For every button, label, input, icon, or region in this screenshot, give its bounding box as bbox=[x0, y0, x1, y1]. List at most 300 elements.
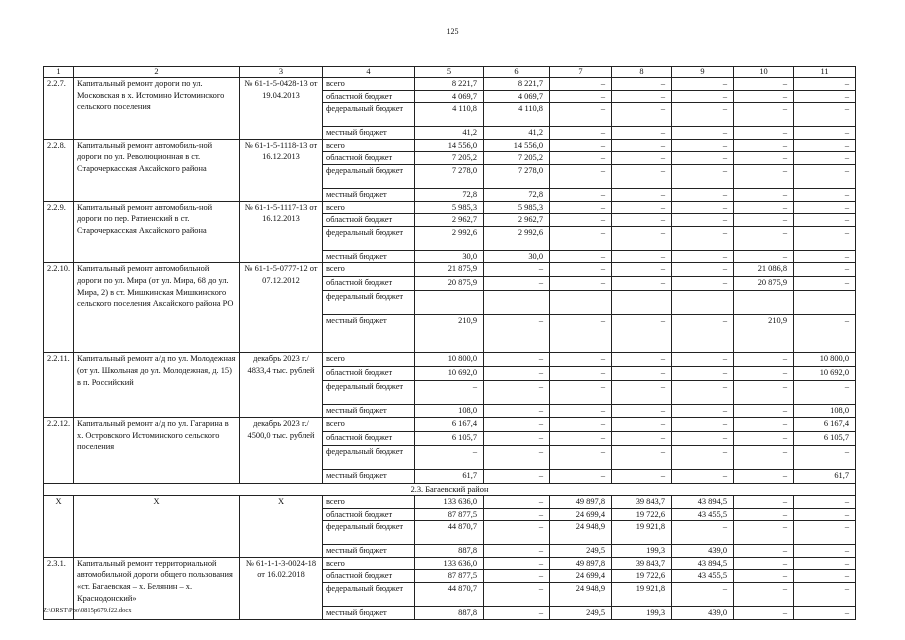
budget-value: 39 843,7 bbox=[612, 495, 672, 508]
budget-value: 24 948,9 bbox=[550, 521, 612, 545]
budget-value: – bbox=[672, 315, 734, 353]
budget-value: – bbox=[484, 445, 550, 469]
budget-value: 44 870,7 bbox=[415, 582, 484, 606]
budget-value: 8 221,7 bbox=[415, 78, 484, 91]
budget-value: – bbox=[794, 315, 856, 353]
budget-value: – bbox=[794, 495, 856, 508]
budget-value: 61,7 bbox=[794, 469, 856, 483]
budget-value: 6 167,4 bbox=[794, 417, 856, 431]
budget-value: – bbox=[484, 495, 550, 508]
budget-value: – bbox=[794, 277, 856, 291]
table-row bbox=[44, 78, 856, 91]
budget-value: – bbox=[550, 277, 612, 291]
budget-value: 6 105,7 bbox=[415, 431, 484, 445]
item-document: № 61-1-5-0428-13 от 19.04.2013 bbox=[240, 78, 323, 140]
budget-value: – bbox=[794, 90, 856, 103]
column-number: 11 bbox=[794, 67, 856, 78]
budget-value: – bbox=[484, 431, 550, 445]
budget-value: 49 897,8 bbox=[550, 557, 612, 570]
budget-value: – bbox=[672, 152, 734, 165]
budget-value: – bbox=[794, 139, 856, 152]
item-number: 2.3.1. bbox=[44, 557, 74, 619]
budget-value: – bbox=[794, 127, 856, 140]
budget-source-label: местный бюджет bbox=[323, 188, 415, 201]
budget-value: 210,9 bbox=[415, 315, 484, 353]
budget-value: 14 556,0 bbox=[415, 139, 484, 152]
budget-source-label: федеральный бюджет bbox=[323, 103, 415, 127]
budget-value: – bbox=[794, 521, 856, 545]
budget-value: – bbox=[612, 367, 672, 381]
budget-value: 5 985,3 bbox=[484, 201, 550, 214]
column-number: 3 bbox=[240, 67, 323, 78]
budget-value: – bbox=[672, 188, 734, 201]
budget-value: – bbox=[550, 405, 612, 418]
budget-source-label: областной бюджет bbox=[323, 570, 415, 583]
budget-value: 24 948,9 bbox=[550, 582, 612, 606]
budget-value: – bbox=[612, 353, 672, 367]
budget-value: – bbox=[550, 226, 612, 250]
budget-value: 39 843,7 bbox=[612, 557, 672, 570]
item-document: декабрь 2023 г./ 4500,0 тыс. рублей bbox=[240, 417, 323, 483]
budget-value: – bbox=[672, 127, 734, 140]
budget-value: – bbox=[734, 367, 794, 381]
budget-source-label: местный бюджет bbox=[323, 606, 415, 619]
budget-value: – bbox=[550, 103, 612, 127]
budget-value: 439,0 bbox=[672, 545, 734, 558]
budget-value: – bbox=[734, 164, 794, 188]
budget-value: – bbox=[672, 78, 734, 91]
budget-value: 21 875,9 bbox=[415, 263, 484, 277]
budget-value: – bbox=[794, 164, 856, 188]
budget-value: 10 800,0 bbox=[794, 353, 856, 367]
budget-value: 19 722,6 bbox=[612, 508, 672, 521]
budget-value: 4 069,7 bbox=[484, 90, 550, 103]
budget-table bbox=[43, 66, 856, 620]
budget-value: – bbox=[794, 214, 856, 227]
budget-value: – bbox=[550, 263, 612, 277]
budget-value: – bbox=[612, 201, 672, 214]
budget-value: 43 894,5 bbox=[672, 557, 734, 570]
budget-value: – bbox=[734, 214, 794, 227]
budget-value: – bbox=[672, 405, 734, 418]
item-name: Капитальный ремонт автомобильной дороги по ул. Мира (от ул. Мира, 68 до ул. Мира, 2) в ст. Мишкинская Мишкинского сельского поселения Аксайского района РО bbox=[74, 263, 240, 353]
budget-value: – bbox=[794, 545, 856, 558]
budget-source-label: областной бюджет bbox=[323, 90, 415, 103]
budget-value: – bbox=[672, 214, 734, 227]
total-marker: Х bbox=[74, 495, 240, 557]
budget-value: – bbox=[794, 188, 856, 201]
budget-value bbox=[794, 291, 856, 315]
budget-value: – bbox=[734, 508, 794, 521]
budget-value: – bbox=[484, 545, 550, 558]
budget-source-label: федеральный бюджет bbox=[323, 381, 415, 405]
item-number: 2.2.12. bbox=[44, 417, 74, 483]
budget-value: 87 877,5 bbox=[415, 570, 484, 583]
budget-value: – bbox=[672, 263, 734, 277]
budget-value: – bbox=[794, 606, 856, 619]
budget-value: – bbox=[734, 188, 794, 201]
item-name: Капитальный ремонт а/д по ул. Гагарина в х. Островского Истоминского сельского поселения bbox=[74, 417, 240, 483]
budget-value: – bbox=[612, 250, 672, 263]
budget-value: 199,3 bbox=[612, 606, 672, 619]
budget-value: 19 722,6 bbox=[612, 570, 672, 583]
budget-value: 20 875,9 bbox=[734, 277, 794, 291]
column-number: 2 bbox=[74, 67, 240, 78]
budget-value: – bbox=[612, 431, 672, 445]
file-path-footer: Z:\ORST\Ppo\0815p679.f22.docx bbox=[43, 607, 132, 614]
budget-value: 7 278,0 bbox=[415, 164, 484, 188]
budget-value: – bbox=[550, 139, 612, 152]
budget-source-label: областной бюджет bbox=[323, 214, 415, 227]
budget-value: 2 962,7 bbox=[415, 214, 484, 227]
budget-value: – bbox=[734, 152, 794, 165]
column-number: 6 bbox=[484, 67, 550, 78]
budget-value: – bbox=[794, 557, 856, 570]
budget-value: – bbox=[612, 90, 672, 103]
budget-value: – bbox=[612, 405, 672, 418]
budget-source-label: областной бюджет bbox=[323, 152, 415, 165]
column-number: 10 bbox=[734, 67, 794, 78]
budget-source-label: местный бюджет bbox=[323, 545, 415, 558]
table-row bbox=[44, 417, 856, 431]
budget-value: – bbox=[794, 570, 856, 583]
budget-value: 133 636,0 bbox=[415, 495, 484, 508]
budget-value: – bbox=[734, 226, 794, 250]
budget-value: 41,2 bbox=[415, 127, 484, 140]
budget-value: – bbox=[484, 557, 550, 570]
budget-value: – bbox=[612, 277, 672, 291]
budget-value: – bbox=[672, 353, 734, 367]
table-row bbox=[44, 557, 856, 570]
budget-value: 61,7 bbox=[415, 469, 484, 483]
budget-value: – bbox=[612, 139, 672, 152]
budget-value: – bbox=[612, 315, 672, 353]
budget-value: 72,8 bbox=[484, 188, 550, 201]
budget-value: – bbox=[794, 226, 856, 250]
budget-value: 249,5 bbox=[550, 545, 612, 558]
column-number: 5 bbox=[415, 67, 484, 78]
budget-value: – bbox=[484, 508, 550, 521]
total-marker: Х bbox=[44, 495, 74, 557]
budget-value: 439,0 bbox=[672, 606, 734, 619]
budget-value: 7 205,2 bbox=[415, 152, 484, 165]
budget-value: – bbox=[484, 315, 550, 353]
budget-value: – bbox=[734, 127, 794, 140]
budget-value bbox=[672, 291, 734, 315]
item-document: № 61-1-5-1118-13 от 16.12.2013 bbox=[240, 139, 323, 201]
budget-value: – bbox=[794, 201, 856, 214]
budget-value: – bbox=[484, 606, 550, 619]
budget-value: 210,9 bbox=[734, 315, 794, 353]
budget-value: 108,0 bbox=[794, 405, 856, 418]
budget-source-label: всего bbox=[323, 78, 415, 91]
budget-value: – bbox=[550, 78, 612, 91]
budget-value: 41,2 bbox=[484, 127, 550, 140]
budget-value: – bbox=[484, 263, 550, 277]
budget-value: – bbox=[734, 250, 794, 263]
column-number: 8 bbox=[612, 67, 672, 78]
budget-value: 10 800,0 bbox=[415, 353, 484, 367]
budget-value: – bbox=[550, 469, 612, 483]
budget-value: 4 110,8 bbox=[415, 103, 484, 127]
budget-value: – bbox=[612, 469, 672, 483]
budget-value: – bbox=[612, 152, 672, 165]
budget-value: – bbox=[484, 582, 550, 606]
section-title-row bbox=[44, 483, 856, 495]
table-row bbox=[44, 495, 856, 508]
budget-source-label: областной бюджет bbox=[323, 367, 415, 381]
budget-value: – bbox=[672, 367, 734, 381]
budget-value bbox=[550, 291, 612, 315]
budget-value: – bbox=[550, 367, 612, 381]
budget-value: – bbox=[672, 139, 734, 152]
budget-value: – bbox=[612, 214, 672, 227]
budget-value: – bbox=[734, 405, 794, 418]
budget-source-label: федеральный бюджет bbox=[323, 445, 415, 469]
budget-value: – bbox=[550, 431, 612, 445]
budget-value: – bbox=[550, 127, 612, 140]
budget-source-label: федеральный бюджет bbox=[323, 582, 415, 606]
item-name: Капитальный ремонт автомобиль-ной дороги по пер. Ратиенский в ст. Старочеркасская Аксайского района bbox=[74, 201, 240, 263]
budget-source-label: всего bbox=[323, 353, 415, 367]
budget-value: 10 692,0 bbox=[415, 367, 484, 381]
budget-source-label: всего bbox=[323, 201, 415, 214]
item-name: Капитальный ремонт а/д по ул. Молодежная (от ул. Школьная до ул. Молодежная, д. 15) в п. Российский bbox=[74, 353, 240, 418]
budget-source-label: областной бюджет bbox=[323, 431, 415, 445]
budget-value: – bbox=[550, 353, 612, 367]
budget-value: 30,0 bbox=[484, 250, 550, 263]
budget-value: – bbox=[734, 417, 794, 431]
budget-value: – bbox=[672, 469, 734, 483]
budget-value: – bbox=[672, 250, 734, 263]
budget-value: 199,3 bbox=[612, 545, 672, 558]
budget-value: – bbox=[550, 152, 612, 165]
budget-value: 4 069,7 bbox=[415, 90, 484, 103]
budget-value: – bbox=[794, 103, 856, 127]
budget-value: – bbox=[672, 164, 734, 188]
item-number: 2.2.10. bbox=[44, 263, 74, 353]
budget-value: – bbox=[672, 103, 734, 127]
budget-source-label: всего bbox=[323, 495, 415, 508]
budget-value: – bbox=[794, 152, 856, 165]
budget-value: – bbox=[550, 445, 612, 469]
budget-source-label: местный бюджет bbox=[323, 127, 415, 140]
budget-value: – bbox=[672, 90, 734, 103]
budget-value: – bbox=[672, 201, 734, 214]
budget-value: – bbox=[550, 315, 612, 353]
budget-value: 7 278,0 bbox=[484, 164, 550, 188]
budget-value: – bbox=[734, 201, 794, 214]
budget-value: – bbox=[612, 127, 672, 140]
budget-value: – bbox=[672, 277, 734, 291]
budget-value: – bbox=[672, 431, 734, 445]
budget-value: – bbox=[794, 78, 856, 91]
budget-value: – bbox=[672, 582, 734, 606]
budget-value: 6 167,4 bbox=[415, 417, 484, 431]
budget-value: 72,8 bbox=[415, 188, 484, 201]
column-number: 7 bbox=[550, 67, 612, 78]
budget-value: – bbox=[550, 214, 612, 227]
item-number: 2.2.9. bbox=[44, 201, 74, 263]
budget-source-label: всего bbox=[323, 557, 415, 570]
budget-source-label: всего bbox=[323, 139, 415, 152]
budget-value: 2 992,6 bbox=[484, 226, 550, 250]
budget-value: – bbox=[550, 417, 612, 431]
column-number: 1 bbox=[44, 67, 74, 78]
budget-value: – bbox=[550, 188, 612, 201]
budget-source-label: местный бюджет bbox=[323, 469, 415, 483]
budget-value: – bbox=[612, 78, 672, 91]
budget-value: 14 556,0 bbox=[484, 139, 550, 152]
budget-value: – bbox=[794, 381, 856, 405]
item-name: Капитальный ремонт дороги по ул. Московская в х. Истомино Истоминского сельского поселения bbox=[74, 78, 240, 140]
budget-value: 24 699,4 bbox=[550, 570, 612, 583]
budget-value bbox=[612, 291, 672, 315]
budget-value: – bbox=[672, 521, 734, 545]
budget-value: – bbox=[672, 445, 734, 469]
budget-value: 133 636,0 bbox=[415, 557, 484, 570]
budget-value: 6 105,7 bbox=[794, 431, 856, 445]
budget-value: – bbox=[734, 103, 794, 127]
budget-value: – bbox=[794, 445, 856, 469]
item-name: Капитальный ремонт автомобиль-ной дороги по ул. Революционная в ст. Старочеркасская Аксайского района bbox=[74, 139, 240, 201]
budget-value: 20 875,9 bbox=[415, 277, 484, 291]
budget-value: – bbox=[734, 495, 794, 508]
budget-value: – bbox=[415, 381, 484, 405]
item-document: декабрь 2023 г./ 4833,4 тыс. рублей bbox=[240, 353, 323, 418]
budget-value: – bbox=[734, 78, 794, 91]
budget-value: 2 992,6 bbox=[415, 226, 484, 250]
budget-value: – bbox=[672, 381, 734, 405]
budget-value: – bbox=[734, 545, 794, 558]
budget-value bbox=[484, 291, 550, 315]
budget-source-label: всего bbox=[323, 417, 415, 431]
budget-value: – bbox=[734, 90, 794, 103]
budget-value bbox=[734, 291, 794, 315]
budget-value: – bbox=[672, 417, 734, 431]
section-title: 2.3. Багаевский район bbox=[44, 483, 856, 495]
budget-value: – bbox=[734, 606, 794, 619]
budget-source-label: местный бюджет bbox=[323, 315, 415, 353]
item-number: 2.2.7. bbox=[44, 78, 74, 140]
budget-value: – bbox=[484, 521, 550, 545]
budget-source-label: областной бюджет bbox=[323, 508, 415, 521]
budget-value: – bbox=[612, 103, 672, 127]
budget-value: – bbox=[612, 417, 672, 431]
budget-value: 43 894,5 bbox=[672, 495, 734, 508]
item-number: 2.2.8. bbox=[44, 139, 74, 201]
budget-value: – bbox=[612, 381, 672, 405]
budget-value: 44 870,7 bbox=[415, 521, 484, 545]
budget-value: – bbox=[484, 381, 550, 405]
item-name: Капитальный ремонт территориальной автомобильной дороги общего пользования «ст. Багаевская – х. Белянин – х. Краснодонский» bbox=[74, 557, 240, 619]
budget-value: 30,0 bbox=[415, 250, 484, 263]
table-row bbox=[44, 139, 856, 152]
budget-value: 49 897,8 bbox=[550, 495, 612, 508]
budget-value: – bbox=[612, 445, 672, 469]
budget-value: – bbox=[484, 405, 550, 418]
item-document: № 61-1-5-1117-13 от 16.12.2013 bbox=[240, 201, 323, 263]
budget-value: 249,5 bbox=[550, 606, 612, 619]
budget-value: – bbox=[734, 469, 794, 483]
budget-value: – bbox=[734, 570, 794, 583]
budget-value: 887,8 bbox=[415, 545, 484, 558]
budget-value: 108,0 bbox=[415, 405, 484, 418]
total-marker: Х bbox=[240, 495, 323, 557]
budget-value: – bbox=[734, 381, 794, 405]
item-document: № 61-1-5-0777-12 от 07.12.2012 bbox=[240, 263, 323, 353]
budget-value: 87 877,5 bbox=[415, 508, 484, 521]
budget-value: – bbox=[734, 139, 794, 152]
budget-value: – bbox=[415, 445, 484, 469]
budget-value: – bbox=[550, 201, 612, 214]
budget-value: – bbox=[734, 431, 794, 445]
budget-value: – bbox=[612, 164, 672, 188]
budget-value: – bbox=[484, 367, 550, 381]
budget-value: – bbox=[734, 445, 794, 469]
budget-value: – bbox=[794, 508, 856, 521]
budget-value: – bbox=[734, 557, 794, 570]
budget-source-label: местный бюджет bbox=[323, 405, 415, 418]
budget-value: – bbox=[612, 263, 672, 277]
budget-value: 43 455,5 bbox=[672, 570, 734, 583]
budget-value: – bbox=[794, 250, 856, 263]
table-row bbox=[44, 263, 856, 277]
budget-source-label: всего bbox=[323, 263, 415, 277]
budget-value: – bbox=[550, 90, 612, 103]
item-number: 2.2.11. bbox=[44, 353, 74, 418]
budget-value: – bbox=[612, 188, 672, 201]
budget-value: – bbox=[550, 381, 612, 405]
budget-value: – bbox=[734, 582, 794, 606]
budget-value: 24 699,4 bbox=[550, 508, 612, 521]
budget-value: – bbox=[484, 469, 550, 483]
budget-value: – bbox=[484, 277, 550, 291]
column-number: 9 bbox=[672, 67, 734, 78]
budget-value: 21 086,8 bbox=[734, 263, 794, 277]
column-number: 4 bbox=[323, 67, 415, 78]
table-row bbox=[44, 353, 856, 367]
budget-value: – bbox=[794, 263, 856, 277]
budget-value: – bbox=[672, 226, 734, 250]
budget-source-label: федеральный бюджет bbox=[323, 164, 415, 188]
budget-value: – bbox=[484, 570, 550, 583]
budget-source-label: федеральный бюджет bbox=[323, 226, 415, 250]
budget-source-label: федеральный бюджет bbox=[323, 291, 415, 315]
budget-value: – bbox=[734, 521, 794, 545]
budget-value: 19 921,8 bbox=[612, 582, 672, 606]
budget-value: – bbox=[484, 417, 550, 431]
item-document: № 61-1-1-3-0024-18 от 16.02.2018 bbox=[240, 557, 323, 619]
page-number: 125 bbox=[446, 27, 459, 36]
budget-source-label: местный бюджет bbox=[323, 250, 415, 263]
budget-source-label: областной бюджет bbox=[323, 277, 415, 291]
budget-value: – bbox=[612, 226, 672, 250]
budget-value: 10 692,0 bbox=[794, 367, 856, 381]
budget-value: 2 962,7 bbox=[484, 214, 550, 227]
budget-value: 5 985,3 bbox=[415, 201, 484, 214]
table-row bbox=[44, 201, 856, 214]
budget-value: 8 221,7 bbox=[484, 78, 550, 91]
budget-value: 4 110,8 bbox=[484, 103, 550, 127]
budget-value: 887,8 bbox=[415, 606, 484, 619]
budget-value: – bbox=[794, 582, 856, 606]
budget-value: – bbox=[734, 353, 794, 367]
budget-source-label: федеральный бюджет bbox=[323, 521, 415, 545]
budget-value: – bbox=[550, 164, 612, 188]
budget-value: – bbox=[550, 250, 612, 263]
budget-value: – bbox=[484, 353, 550, 367]
